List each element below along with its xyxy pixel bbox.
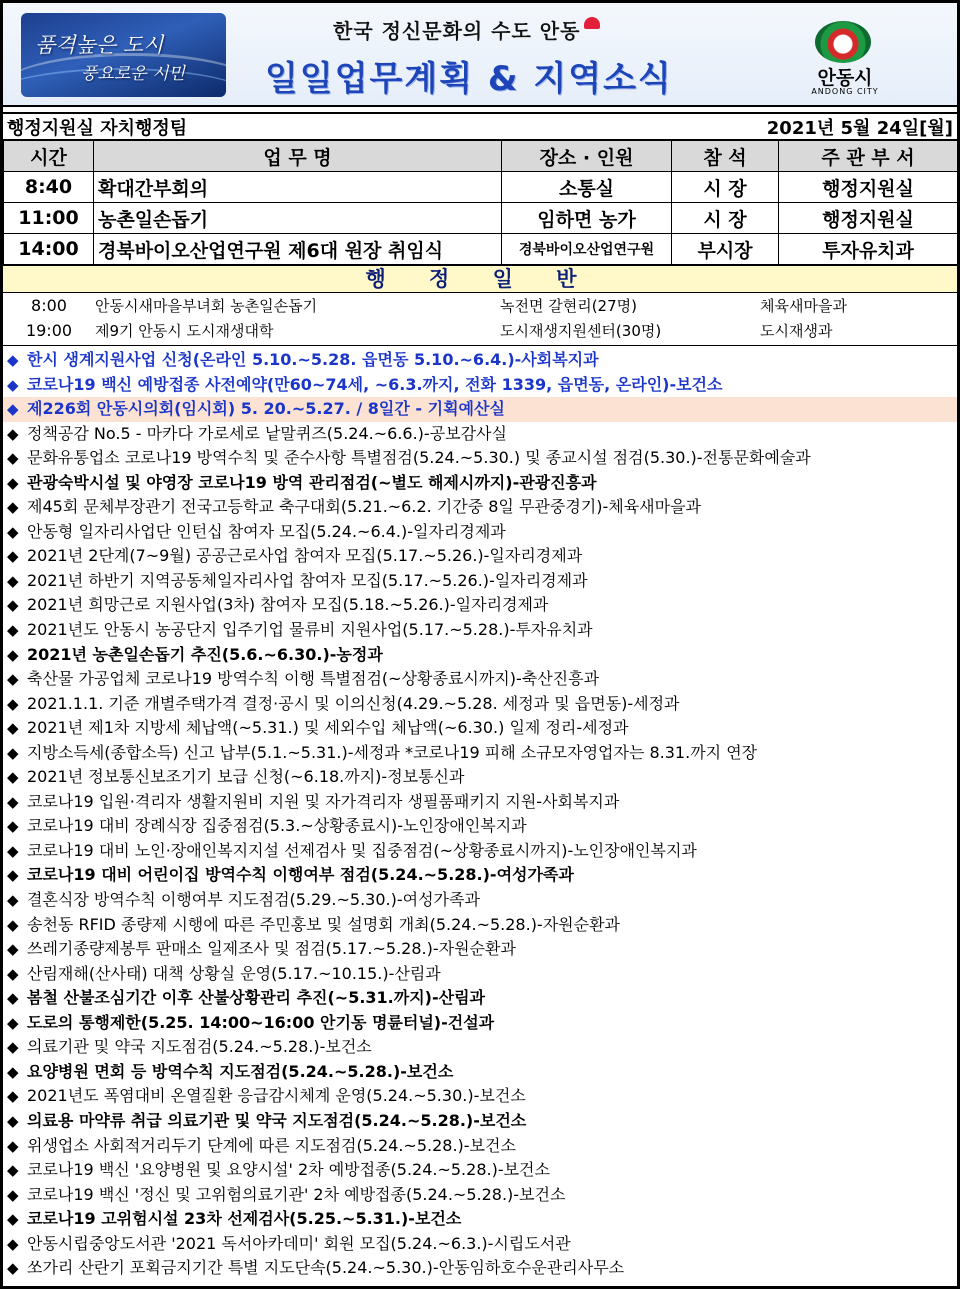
- diamond-bullet-icon: ◆: [7, 1161, 19, 1180]
- notice-item: [3, 373, 957, 398]
- notice-item: [3, 643, 957, 668]
- diamond-bullet-icon: ◆: [7, 891, 19, 910]
- diamond-bullet-icon: ◆: [7, 915, 19, 934]
- notice-text: 2021년 하반기 지역공동체일자리사업 참여자 모집(5.17.~5.26.)-일자리경제과: [27, 570, 588, 590]
- admin-row: [3, 293, 957, 318]
- notice-text: 문화유통업소 코로나19 방역수칙 및 준수사항 특별점검(5.24.~5.30.) 및 종교시설 점검(5.30.)-전통문화예술과: [27, 448, 811, 468]
- notice-text: 코로나19 고위험시설 23차 선제검사(5.25.~5.31.)-보건소: [27, 1209, 462, 1229]
- diamond-bullet-icon: ◆: [7, 719, 19, 738]
- diamond-bullet-icon: ◆: [7, 473, 19, 492]
- notice-text: 도로의 통행제한(5.25. 14:00~16:00 안기동 명륜터널)-건설과: [27, 1012, 495, 1032]
- schedule-row: [4, 234, 958, 265]
- diamond-bullet-icon: ◆: [7, 940, 19, 959]
- admin-task: 안동시새마을부녀회 농촌일손돕기: [95, 297, 318, 315]
- diamond-bullet-icon: ◆: [7, 1136, 19, 1155]
- notice-text: 의료기관 및 약국 지도점검(5.24.~5.28.)-보건소: [27, 1037, 372, 1057]
- notice-text: 코로나19 대비 어린이집 방역수칙 이행여부 점검(5.24.~5.28.)-여성가족과: [27, 865, 574, 885]
- admin-table: [3, 293, 957, 343]
- admin-place: 도시재생지원센터(30명): [500, 322, 662, 340]
- notice-item: [3, 937, 957, 962]
- schedule-time: 8:40: [4, 172, 94, 203]
- admin-dept: 도시재생과: [760, 322, 833, 340]
- city-emblem-icon: [815, 21, 871, 63]
- logo-name: 안동시: [817, 67, 873, 89]
- notice-item: [3, 495, 957, 520]
- notice-item: [3, 716, 957, 741]
- diamond-bullet-icon: ◆: [7, 1234, 19, 1253]
- schedule-attend: 부시장: [672, 234, 779, 265]
- schedule-dept: 행정지원실: [779, 172, 958, 203]
- notice-item: [3, 913, 957, 938]
- admin-time: 19:00: [25, 321, 73, 340]
- schedule-task: 확대간부회의: [94, 172, 502, 203]
- notice-item: [3, 348, 957, 373]
- schedule-place: 임하면 농가: [502, 203, 672, 234]
- diamond-bullet-icon: ◆: [7, 1259, 19, 1278]
- diamond-bullet-icon: ◆: [7, 670, 19, 689]
- diamond-bullet-icon: ◆: [7, 817, 19, 836]
- schedule-dept: 투자유치과: [779, 234, 958, 265]
- notice-item: [3, 544, 957, 569]
- schedule-time: 11:00: [4, 203, 94, 234]
- notice-text: 지방소득세(종합소득) 신고 납부(5.1.~5.31.)-세정과 *코로나19 피해 소규모자영업자는 8.31.까지 연장: [27, 742, 758, 762]
- notice-text: 결혼식장 방역수칙 이행여부 지도점검(5.29.~5.30.)-여성가족과: [27, 890, 480, 910]
- notice-item: [3, 765, 957, 790]
- notice-text: 코로나19 대비 장례식장 집중점검(5.3.~상황종료시)-노인장애인복지과: [27, 816, 527, 836]
- notice-item: [3, 1109, 957, 1134]
- notice-item: [3, 692, 957, 717]
- diamond-bullet-icon: ◆: [7, 645, 19, 664]
- diamond-bullet-icon: ◆: [7, 522, 19, 541]
- notice-item: [3, 593, 957, 618]
- notice-text: 관광숙박시설 및 야영장 코로나19 방역 관리점검(~별도 해제시까지)-관광진흥과: [27, 472, 597, 492]
- diamond-bullet-icon: ◆: [7, 989, 19, 1008]
- diamond-bullet-icon: ◆: [7, 498, 19, 517]
- notice-list: [3, 348, 957, 1281]
- notice-item: [3, 667, 957, 692]
- notice-text: 요양병원 면회 등 방역수칙 지도점검(5.24.~5.28.)-보건소: [27, 1061, 454, 1081]
- notice-text: 2021년 희망근로 지원사업(3차) 참여자 모집(5.18.~5.26.)-일자리경제과: [27, 595, 549, 615]
- notice-item: [3, 888, 957, 913]
- notice-item: [3, 1084, 957, 1109]
- notice-text: 코로나19 백신 예방접종 사전예약(만60~74세, ~6.3.까지, 전화 1339, 읍면동, 온라인)-보건소: [27, 374, 723, 394]
- column-header-time: 시간: [4, 141, 94, 172]
- diamond-bullet-icon: ◆: [7, 621, 19, 640]
- notice-item: [3, 1158, 957, 1183]
- schedule-row: [4, 203, 958, 234]
- notice-text: 코로나19 백신 '정신 및 고위험의료기관' 2차 예방접종(5.24.~5.28.)-보건소: [27, 1184, 566, 1204]
- notice-item: [3, 1256, 957, 1281]
- notice-item: [3, 790, 957, 815]
- notice-item: [3, 1232, 957, 1257]
- schedule-dept: 행정지원실: [779, 203, 958, 234]
- column-header-dept: 주 관 부 서: [779, 141, 958, 172]
- notice-item: [3, 1183, 957, 1208]
- diamond-bullet-icon: ◆: [7, 866, 19, 885]
- admin-time: 8:00: [31, 296, 67, 315]
- notice-item: [3, 520, 957, 545]
- notice-item: [3, 446, 957, 471]
- schedule-table: [3, 140, 958, 265]
- schedule-row: [4, 172, 958, 203]
- notice-item: [3, 1035, 957, 1060]
- notice-text: 2021.1.1. 기준 개별주택가격 결정·공시 및 이의신청(4.29.~5.28. 세정과 및 읍면동)-세정과: [27, 693, 680, 713]
- notice-item: [3, 471, 957, 496]
- notice-text: 코로나19 백신 '요양병원 및 요양시설' 2차 예방접종(5.24.~5.28.)-보건소: [27, 1160, 550, 1180]
- schedule-time: 14:00: [4, 234, 94, 265]
- notice-text: 봄철 산불조심기간 이후 산불상황관리 추진(~5.31.까지)-산림과: [27, 988, 485, 1008]
- diamond-bullet-icon: ◆: [7, 768, 19, 787]
- notice-item: [3, 863, 957, 888]
- diamond-bullet-icon: ◆: [7, 694, 19, 713]
- diamond-bullet-icon: ◆: [7, 792, 19, 811]
- diamond-bullet-icon: ◆: [7, 571, 19, 590]
- notice-text: 산림재해(산사태) 대책 상황실 운영(5.17.~10.15.)-산림과: [27, 963, 441, 983]
- notice-text: 의료용 마약류 취급 의료기관 및 약국 지도점검(5.24.~5.28.)-보건소: [27, 1110, 527, 1130]
- notice-text: 송천동 RFID 종량제 시행에 따른 주민홍보 및 설명회 개최(5.24.~5.28.)-자원순환과: [27, 914, 620, 934]
- diamond-bullet-icon: ◆: [7, 964, 19, 983]
- report-date: 2021년 5월 24일[월]: [766, 117, 953, 139]
- notice-item: [3, 422, 957, 447]
- admin-row: [3, 318, 957, 343]
- diamond-bullet-icon: ◆: [7, 596, 19, 615]
- notice-text: 안동시립중앙도서관 '2021 독서아카데미' 회원 모집(5.24.~6.3.)-시립도서관: [27, 1233, 571, 1253]
- notice-text: 축산물 가공업체 코로나19 방역수칙 이행 특별점검(~상황종료시까지)-축산진흥과: [27, 669, 600, 689]
- notice-item: [3, 814, 957, 839]
- notice-text: 2021년 정보통신보조기기 보급 신청(~6.18.까지)-정보통신과: [27, 767, 465, 787]
- team-name: 행정지원실 자치행정팀: [7, 117, 188, 139]
- schedule-attend: 시 장: [672, 172, 779, 203]
- schedule-header-row: [4, 141, 958, 172]
- notice-item: [3, 1207, 957, 1232]
- notice-text: 2021년도 폭염대비 온열질환 응급감시체계 운영(5.24.~5.30.)-보건소: [27, 1086, 526, 1106]
- diamond-bullet-icon: ◆: [7, 1062, 19, 1081]
- notice-text: 쏘가리 산란기 포획금지기간 특별 지도단속(5.24.~5.30.)-안동임하호수운관리사무소: [27, 1258, 625, 1278]
- notice-item: [3, 986, 957, 1011]
- notice-text: 제226회 안동시의회(임시회) 5. 20.~5.27. / 8일간 - 기획예산실: [27, 399, 505, 419]
- diamond-bullet-icon: ◆: [7, 351, 19, 369]
- notice-text: 쓰레기종량제봉투 판매소 일제조사 및 점검(5.17.~5.28.)-자원순환과: [27, 939, 516, 959]
- notice-item: [3, 569, 957, 594]
- diamond-bullet-icon: ◆: [7, 1111, 19, 1130]
- diamond-bullet-icon: ◆: [7, 449, 19, 468]
- notice-item: [3, 1011, 957, 1036]
- notice-text: 2021년 2단계(7~9월) 공공근로사업 참여자 모집(5.17.~5.26.)-일자리경제과: [27, 546, 583, 566]
- notice-text: 한시 생계지원사업 신청(온라인 5.10.~5.28. 읍면동 5.10.~6.4.)-사회복지과: [27, 350, 599, 369]
- notice-item: [3, 962, 957, 987]
- diamond-bullet-icon: ◆: [7, 1210, 19, 1229]
- header-banner: [3, 3, 957, 107]
- diamond-bullet-icon: ◆: [7, 424, 19, 443]
- page-title: 일일업무계획 & 지역소식: [265, 59, 673, 99]
- schedule-task: 경북바이오산업연구원 제6대 원장 취임식: [94, 234, 502, 265]
- column-header-place: 장소 · 인원: [502, 141, 672, 172]
- admin-place: 녹전면 갈현리(27명): [500, 297, 637, 315]
- schedule-place: 경북바이오산업연구원: [502, 234, 672, 265]
- admin-section-title: 행 정 일 반: [3, 265, 957, 293]
- diamond-bullet-icon: ◆: [7, 1038, 19, 1057]
- schedule-attend: 시 장: [672, 203, 779, 234]
- heart-icon: [584, 17, 600, 29]
- notice-text: 정책공감 No.5 - 마카다 가로세로 낱말퀴즈(5.24.~6.6.)-공보감사실: [27, 423, 507, 443]
- header-subtitle: [333, 15, 600, 44]
- subtitle-text: 한국 정신문화의 수도 안동: [333, 19, 581, 43]
- notice-item: [3, 741, 957, 766]
- diamond-bullet-icon: ◆: [7, 1013, 19, 1032]
- column-header-task: 업 무 명: [94, 141, 502, 172]
- notice-text: 제45회 문체부장관기 전국고등학교 축구대회(5.21.~6.2. 기간중 8일 무관중경기)-체육새마을과: [27, 497, 702, 517]
- notice-item: [3, 618, 957, 643]
- city-logo: [803, 21, 883, 101]
- notice-text: 2021년도 안동시 농공단지 입주기업 물류비 지원사업(5.17.~5.28.)-투자유치과: [27, 620, 593, 640]
- schedule-task: 농촌일손돕기: [94, 203, 502, 234]
- slogan-line-2: 풍요로운 시민: [81, 64, 185, 84]
- notice-text: 코로나19 입원·격리자 생활지원비 지원 및 자가격리자 생필품패키지 지원-사회복지과: [27, 791, 620, 811]
- diamond-bullet-icon: ◆: [7, 547, 19, 566]
- notice-text: 2021년 농촌일손돕기 추진(5.6.~6.30.)-농정과: [27, 644, 383, 664]
- admin-dept: 체육새마을과: [760, 297, 847, 315]
- admin-task: 제9기 안동시 도시재생대학: [95, 322, 274, 340]
- diamond-bullet-icon: ◆: [7, 743, 19, 762]
- info-bar: [3, 112, 957, 140]
- notice-text: 2021년 제1차 지방세 체납액(~5.31.) 및 세외수입 체납액(~6.30.) 일제 정리-세정과: [27, 718, 629, 738]
- notice-item: [3, 839, 957, 864]
- divider: [3, 345, 957, 346]
- notice-item: [3, 397, 957, 422]
- slogan-banner: [21, 13, 226, 97]
- logo-english: ANDONG CITY: [811, 87, 879, 96]
- diamond-bullet-icon: ◆: [7, 841, 19, 860]
- notice-text: 코로나19 대비 노인·장애인복지지설 선제검사 및 집중점검(~상황종료시까지)-노인장애인복지과: [27, 840, 697, 860]
- slogan-line-1: 품격높은 도시: [35, 33, 164, 57]
- diamond-bullet-icon: ◆: [7, 1087, 19, 1106]
- notice-item: [3, 1134, 957, 1159]
- diamond-bullet-icon: ◆: [7, 400, 19, 419]
- notice-item: [3, 1060, 957, 1085]
- notice-text: 위생업소 사회적거리두기 단계에 따른 지도점검(5.24.~5.28.)-보건소: [27, 1135, 516, 1155]
- notice-text: 안동형 일자리사업단 인턴십 참여자 모집(5.24.~6.4.)-일자리경제과: [27, 521, 506, 541]
- schedule-place: 소통실: [502, 172, 672, 203]
- diamond-bullet-icon: ◆: [7, 375, 19, 394]
- column-header-attend: 참 석: [672, 141, 779, 172]
- diamond-bullet-icon: ◆: [7, 1185, 19, 1204]
